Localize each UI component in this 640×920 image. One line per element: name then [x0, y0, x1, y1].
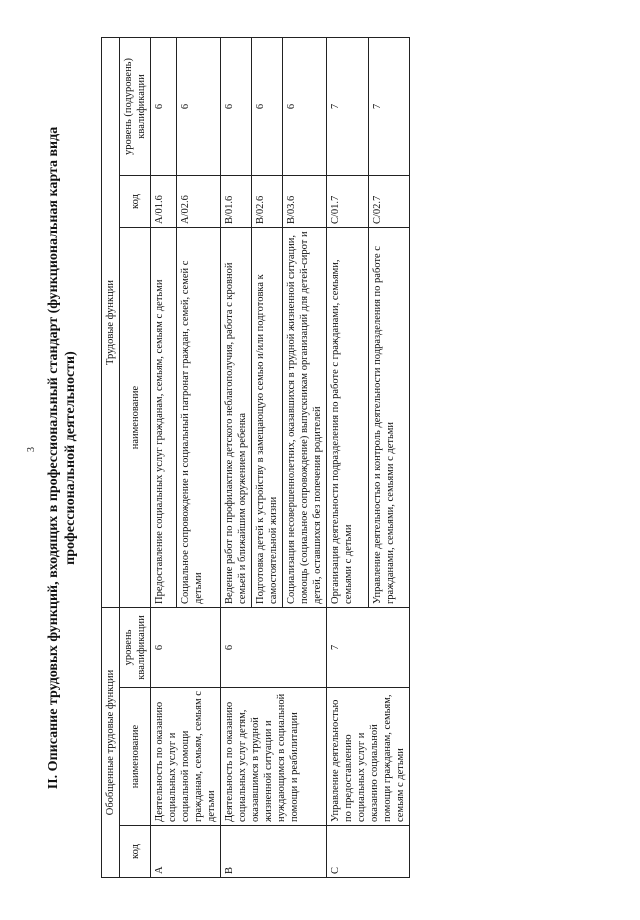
tf-level: 6 — [252, 37, 283, 175]
tf-code: C/02.7 — [368, 176, 410, 228]
gtf-code: C — [327, 826, 410, 878]
col-tf-name-header: наименование — [120, 228, 151, 608]
tf-code: A/01.6 — [151, 176, 177, 228]
gtf-name: Деятельность по оказанию социальных услуг детям, оказавшимся в трудной жизненной ситуации и нуждающимся в социальной помощи и реабилитации — [221, 688, 327, 826]
tf-name: Ведение работ по профилактике детского неблагополучия, работа с кровной семьей и ближайшим окружением ребенка — [221, 228, 252, 608]
gtf-level: 6 — [151, 608, 221, 688]
tf-name: Управление деятельностью и контроль деятельности подразделения по работе с гражданами, семьями, семьями с детьми — [368, 228, 410, 608]
gtf-level: 6 — [221, 608, 327, 688]
page-number: 3 — [26, 447, 37, 452]
section-heading-line-2: профессиональной деятельности) — [63, 351, 78, 565]
tf-name: Социализация несовершеннолетних, оказавшихся в трудной жизненной ситуации, помощь (социальное сопровождение) выпускникам организаций для детей-сирот и детей, оставшихся без попечения родителей — [283, 228, 327, 608]
header-columns-row — [120, 37, 151, 877]
tf-level: 6 — [176, 37, 220, 175]
gtf-name: Управление деятельностью по предоставлению социальных услуг и оказанию социальной помощи гражданам, семьям, семьям с детьми — [327, 688, 410, 826]
section-heading-line-1: II. Описание трудовых функций, входящих в профессиональный стандарт (функциональная карта вида — [46, 126, 61, 790]
tf-level: 6 — [283, 37, 327, 175]
table-row — [221, 37, 252, 877]
tf-level: 7 — [327, 37, 369, 175]
col-sublevel-header: уровень (подуровень) квалификации — [120, 37, 151, 175]
tf-name: Предоставление социальных услуг гражданам, семьям, семьям с детьми — [151, 228, 177, 608]
tf-level: 6 — [151, 37, 177, 175]
col-tf-code-header: код — [120, 176, 151, 228]
col-code-header: код — [120, 826, 151, 878]
tf-name: Организация деятельности подразделения по работе с гражданами, семьями, семьями с детьми — [327, 228, 369, 608]
gtf-level: 7 — [327, 608, 410, 688]
table-row — [151, 37, 177, 877]
table-row — [327, 37, 369, 877]
tf-name: Социальное сопровождение и социальный патронат граждан, семей, семей с детьми — [176, 228, 220, 608]
col-level-header: уровень квалификации — [120, 608, 151, 688]
tf-code: B/03.6 — [283, 176, 327, 228]
functional-map-table — [101, 37, 410, 878]
tf-code: B/02.6 — [252, 176, 283, 228]
generalized-functions-header: Обобщенные трудовые функции — [102, 608, 120, 878]
tf-level: 6 — [221, 37, 252, 175]
tf-name: Подготовка детей к устройству в замещающую семью и/или подготовка к самостоятельной жизни — [252, 228, 283, 608]
gtf-name: Деятельность по оказанию социальных услуг и социальной помощи гражданам, семьям, семьям с детьми — [151, 688, 221, 826]
rotated-page-content — [45, 38, 630, 878]
section-heading — [45, 38, 79, 878]
tf-code: C/01.7 — [327, 176, 369, 228]
gtf-code: B — [221, 826, 327, 878]
tf-code: A/02.6 — [176, 176, 220, 228]
header-group-row — [102, 37, 120, 877]
tf-code: B/01.6 — [221, 176, 252, 228]
gtf-code: A — [151, 826, 221, 878]
tf-level: 7 — [368, 37, 410, 175]
labor-functions-header: Трудовые функции — [102, 37, 120, 607]
col-name-header: наименование — [120, 688, 151, 826]
